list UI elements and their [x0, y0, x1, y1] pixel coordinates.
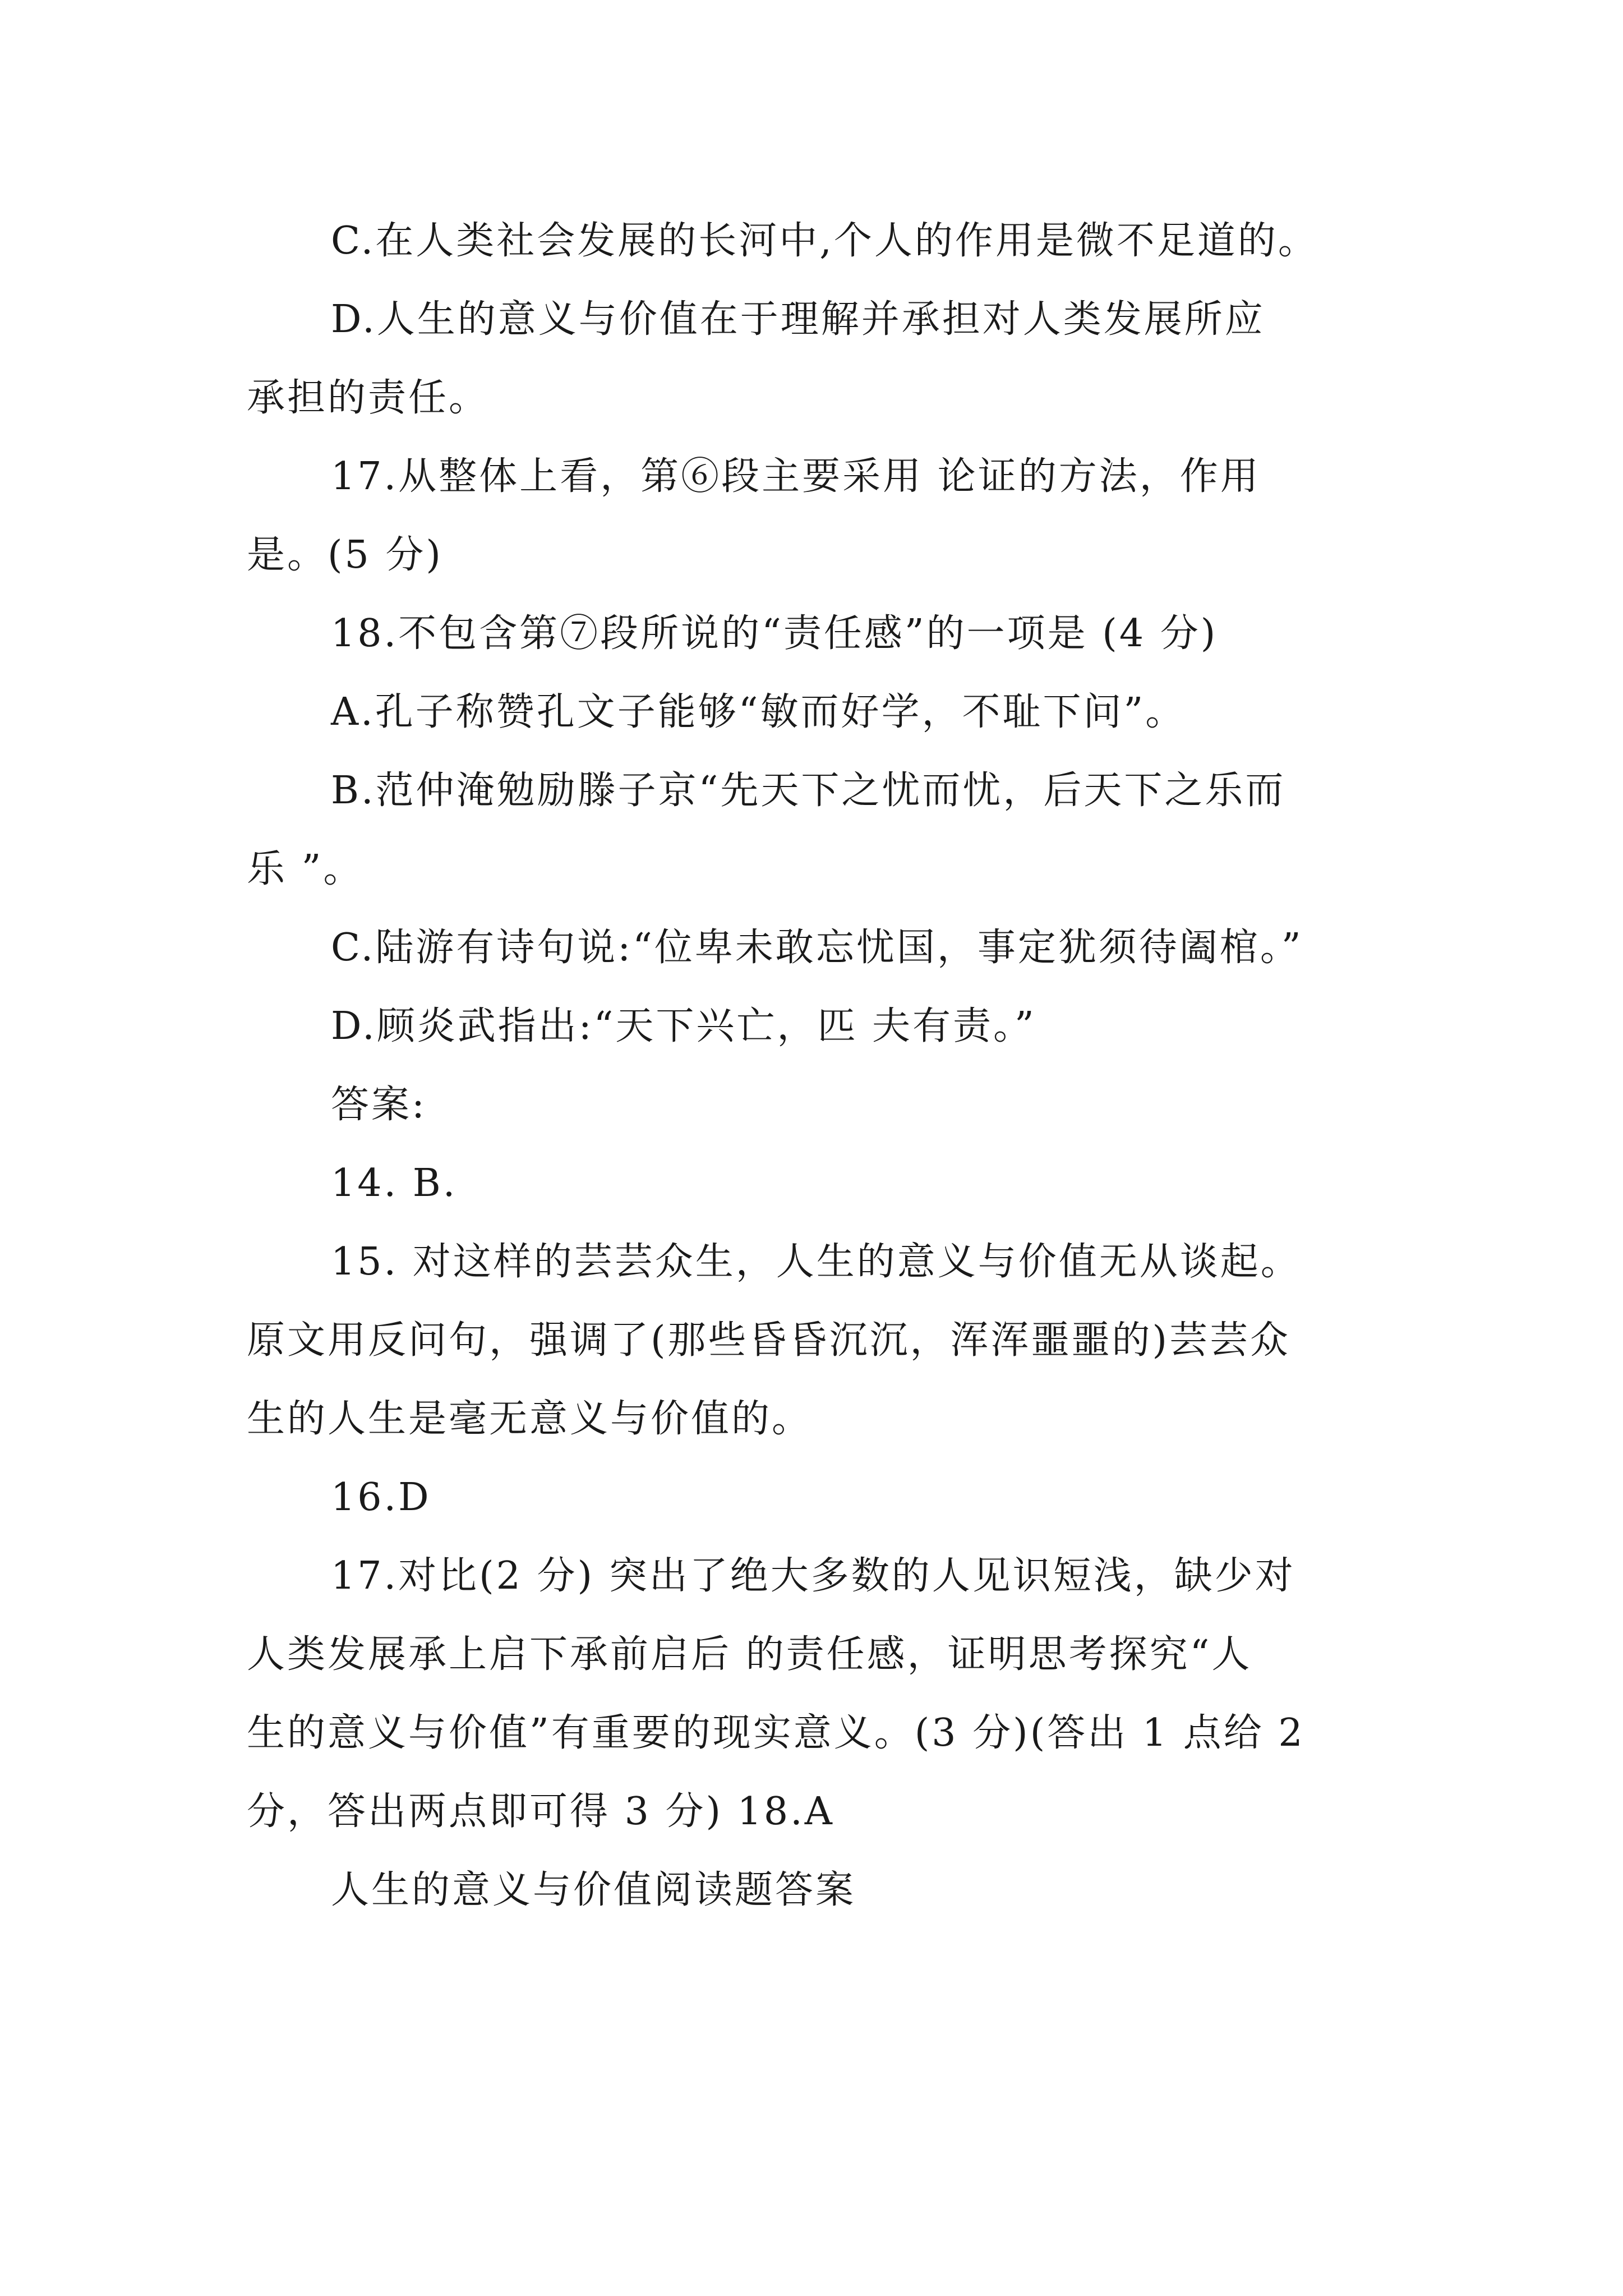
question-18-line: 18.不包含第⑦段所说的“责任感”的一项是 (4 分): [331, 611, 1218, 656]
answer-16: 16.D: [331, 1475, 431, 1520]
answer-17: 17.对比(2 分) 突出了绝大多数的人见识短浅，缺少对: [331, 1554, 1295, 1598]
answer-17-continuation-3: 分，答出两点即可得 3 分) 18.A: [247, 1789, 834, 1834]
q18-option-b-continuation: 乐 ”。: [247, 847, 364, 891]
question-17-line: 17.从整体上看，第⑥段主要采用 论证的方法，作用: [331, 454, 1261, 499]
answer-15: 15. 对这样的芸芸众生，人生的意义与价值无从谈起。: [331, 1240, 1301, 1284]
q18-option-c: C.陆游有诗句说:“位卑未敢忘忧国，事定犹须待阖棺。”: [331, 926, 1303, 970]
answer-17-continuation-2: 生的意义与价值”有重要的现实意义。(3 分)(答出 1 点给 2: [247, 1711, 1305, 1755]
option-d-line: D.人生的意义与价值在于理解并承担对人类发展所应: [331, 297, 1265, 342]
document-footer-title: 人生的意义与价值阅读题答案: [331, 1868, 856, 1912]
q18-option-d: D.顾炎武指出:“天下兴亡，匹 夫有责。”: [331, 1004, 1036, 1048]
option-c-line: C.在人类社会发展的长河中,个人的作用是微不足道的。: [331, 219, 1318, 263]
q18-option-b: B.范仲淹勉励滕子京“先天下之忧而忧，后天下之乐而: [331, 769, 1286, 813]
answer-15-continuation-2: 生的人生是毫无意义与价值的。: [247, 1397, 813, 1441]
answer-17-continuation-1: 人类发展承上启下承前启后 的责任感，证明思考探究“人: [247, 1632, 1252, 1677]
option-d-continuation: 承担的责任。: [247, 376, 490, 420]
q18-option-a: A.孔子称赞孔文子能够“敏而好学，不耻下问”。: [331, 690, 1186, 734]
answers-heading: 答案:: [331, 1083, 427, 1127]
answer-15-continuation-1: 原文用反问句，强调了(那些昏昏沉沉，浑浑噩噩的)芸芸众: [247, 1318, 1291, 1363]
question-17-continuation: 是。(5 分): [247, 533, 443, 577]
answer-14: 14. B.: [331, 1161, 458, 1205]
